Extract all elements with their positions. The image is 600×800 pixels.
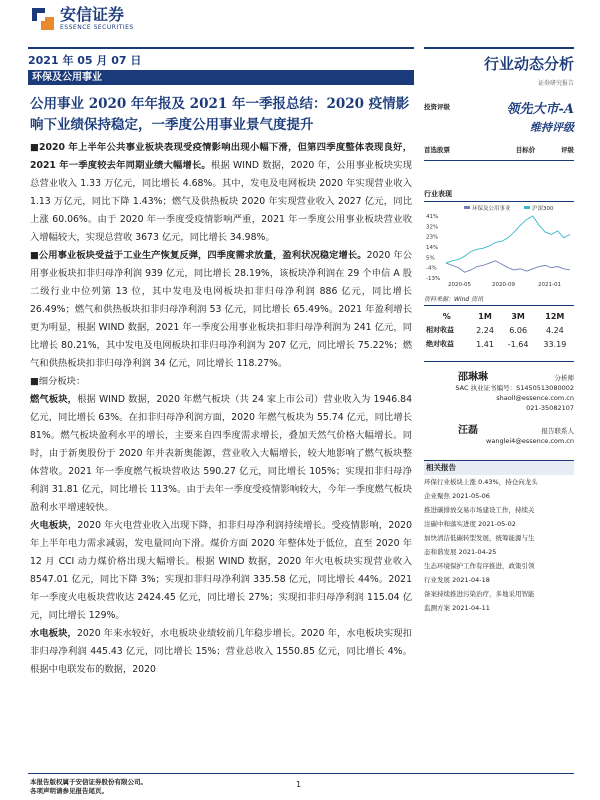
y-tick-label: 5% [426,255,435,262]
y-tick-label: 23% [426,234,439,241]
perf-row-label: 绝对收益 [426,340,454,348]
p6-text: 2020 年来水较好，水电板块业绩较前几年稳步增长。2020 年，水电板块实现扣非归母净利润 445.43 亿元，同比增长 15%；营业总收入 1550.85 亿元，同比增长 4%。根据中电联发布的数据，2020 [30,628,412,675]
p4-text: 根据 WIND 数据，2020 年燃气板块（共 24 家上市公司）营业收入为 1946.84 亿元，同比增长 63%。在扣非归母净利润方面，2020 年燃气板块为 55.74 亿元，同比增长 81%。燃气板块盈利水平的增长，主要来自四季度需求增长，叠加天然气价格大幅增长。同时，由于新奥股份于 2020 年并表新奥能源，营业收入大幅增长，较大地影响了燃气板块整体营收。2021 年一季度燃气板块营收达 590.27 亿元，同比增长 105%；实现扣非归母净利润 31.81 亿元，同比增长 113%。由于去年一季度受疫情影响较大，今年一季度燃气板块盈利水平增速较快。 [30,394,412,513]
analyst-1-phone: 021-35082107 [526,404,574,412]
x-tick-label: 2020-05 [448,282,471,288]
related-reports-title: 相关报告 [424,461,574,475]
related-report-item[interactable]: 推进碳排放交易市场建设工作，持续关 注碳中和落实进度 2021-05-02 [424,506,535,528]
legend-label: 沪深300 [532,206,554,212]
company-logo [32,6,134,31]
target-price-label: 目标价 [515,146,536,154]
stock-header-row [424,145,574,161]
report-type-subtitle: 证券研究报告 [537,80,574,87]
perf-header-cell: % [442,312,451,321]
footer-line-1: 本报告版权属于安信证券股份有限公司。 [30,778,147,786]
perf-row-absolute [424,337,574,351]
y-tick-label: 41% [426,214,439,220]
perf-cell: -1.64 [507,339,529,349]
performance-table [424,310,574,351]
analyst-2-role: 报告联系人 [541,427,574,435]
analyst-2-name-row [424,421,574,436]
x-tick-label: 2021-01 [538,282,561,288]
paragraph-4 [30,391,412,517]
sector-label: 环保及公用事业 [28,70,414,85]
y-tick-label: 32% [426,224,439,231]
analyst-2-email[interactable]: wanglei4@essence.com.cn [486,437,574,445]
p4-lead: 燃气板块， [30,394,78,405]
perf-header-cell: 1M [478,312,492,321]
chart-source: 资料来源：Wind 资讯 [424,294,574,306]
report-type-title: 行业动态分析 [483,55,574,73]
analyst-1-name-row [424,368,574,383]
y-tick-label: -13% [426,276,441,282]
paragraph-1 [30,139,412,247]
analyst-1-name: 邵琳琳 [458,372,488,383]
analyst-block [424,361,574,446]
footer [30,778,147,796]
paragraph-6 [30,625,412,679]
p2-text: 2020 年公用事业板块扣非归母净利润 939 亿元，同比增长 28.19%，该板块净利润在 29 个申信 A 股二级行业中位列第 13 位，其中发电及电网板块扣非归母净利润 886 亿元，同比增长 26.49%；燃气和供热板块扣非归母净利润 53 亿元，同比增长 65.49%。2021 年盈利增长更为明显，根据 WIND 数据，2021 年一季度公用事业板块扣非归母净利润为 241 亿元，同比增长 80.21%，其中发电及电网板块扣非归母净利润为 207 亿元，同比增长 75.22%；燃气和供热板块扣非归母净利润 34 亿元，同比增长 118.27%。 [30,250,412,369]
related-report-item[interactable]: 备案持续推进污染治疗，多地采用智能 监测方案 2021-04-11 [424,590,535,612]
analyst-1-role: 分析师 [554,374,574,382]
analyst-2-name: 汪磊 [458,425,478,436]
p5-text: 2020 年火电营业收入出现下降，扣非归母净利润持续增长。受疫情影响，2020 年上半年电力需求减弱，发电量同向下滑。煤价方面 2020 年整体处于低位，直至 2020 年 12 月 CCI 动力煤价格出现大幅增长。根据 WIND 数据，2020 年火电板块实现营业收入 8547.01 亿元，同比下降 3%；实现扣非归母净利润 335.58 亿元，同比增长 44%。2021 年一季度火电板块营收达 2424.45 亿元，同比增长 27%；实现扣非归母净利润 115.04 亿元，同比增长 129%。 [30,520,412,621]
y-tick-label: -4% [426,265,437,272]
brand-name-en: ESSENCE SECURITIES [60,24,134,31]
footer-line-2: 各项声明请参见报告尾页。 [30,787,108,795]
rating-row [424,98,574,135]
paragraph-3: ■细分板块： [30,376,86,387]
related-report-item[interactable]: 环保行业板块上涨 0.43%，持仓向龙头 企业聚焦 2021-05-06 [424,478,538,500]
legend-swatch [464,206,470,209]
sidebar [424,98,574,615]
logo-mark-icon [32,8,54,30]
report-date: 2021 年 05 月 07 日 [28,54,142,67]
p2-lead: ■公用事业板块受益于工业生产恢复反弹，四季度需求放量，盈利状况稳定增长。 [30,250,367,261]
footer-rule [28,773,574,774]
rating-value: 领先大市-A [506,102,574,117]
perf-header-cell: 3M [511,312,525,321]
y-tick-label: 14% [426,245,439,251]
related-report-item[interactable]: 生态环境保护工作有序推进，政策引领 行业发展 2021-04-18 [424,562,535,584]
p6-lead: 水电板块， [30,628,77,639]
paragraph-2 [30,247,412,373]
related-report-item[interactable]: 加快清洁低碳转型发展，统筹能源与生 态和谐发展 2021-04-25 [424,534,535,556]
perf-row-label: 相对收益 [426,326,454,334]
performance-title: 行业表现 [424,189,574,202]
brand-name: 安信证券 [60,5,125,24]
rating-label: 投资评级 [424,103,450,111]
perf-cell: 33.19 [543,339,567,349]
rating-status: 维持评级 [530,121,574,134]
performance-chart [424,202,574,292]
series-line [446,261,570,272]
legend-swatch [524,206,530,209]
perf-cell: 4.24 [545,325,564,335]
p1-text: 根据 WIND 数据，2020 年，公用事业板块实现总营业收入 1.33 万亿元，同比增长 4.68%。其中，发电及电网板块 2020 年实现营业收入 1.13 万亿元，同比下降 1.43%；燃气及供热板块 2020 年实现营业收入 2027 亿元，同比上涨 60.06%。由于 2020 年一季度受疫情影响严重，2021 年一季度公用事业板块营业收入增幅较大，实现总营收 3673 亿元，同比增长 34.98%。 [30,160,412,243]
headline: 公用事业 2020 年年报及 2021 年一季报总结：2020 疫情影响下业绩保持稳定，一季度公用事业景气度提升 [30,96,410,133]
p1-lead: ■2020 年上半年公共事业板块表现受疫情影响出现小幅下滑，但第四季度整体表现良好，2021 年一季度较去年同期业绩大幅增长。 [30,142,412,171]
stock-label: 首选股票 [424,146,450,154]
paragraph-5 [30,517,412,625]
series-line [446,216,570,263]
page-number: 1 [296,780,302,789]
perf-cell: 1.41 [476,339,494,349]
report-body [30,139,412,679]
p5-lead: 火电板块， [30,520,78,531]
perf-cell: 2.24 [476,325,494,335]
rating-col-label: 评级 [561,146,574,154]
analyst-1-cert: SAC 执业证书编号：S1450513080002 [455,384,574,392]
perf-row-relative [424,323,574,337]
report-type-block [424,47,574,87]
perf-header-cell: 12M [545,312,565,321]
perf-header-row [424,310,574,323]
performance-chart-svg [424,202,574,292]
related-reports [424,460,574,615]
legend-label: 环保及公用事业 [472,206,511,212]
analyst-1-email[interactable]: shaoll@essence.com.cn [496,394,574,402]
x-tick-label: 2020-09 [492,282,515,288]
perf-cell: 6.06 [509,325,528,335]
